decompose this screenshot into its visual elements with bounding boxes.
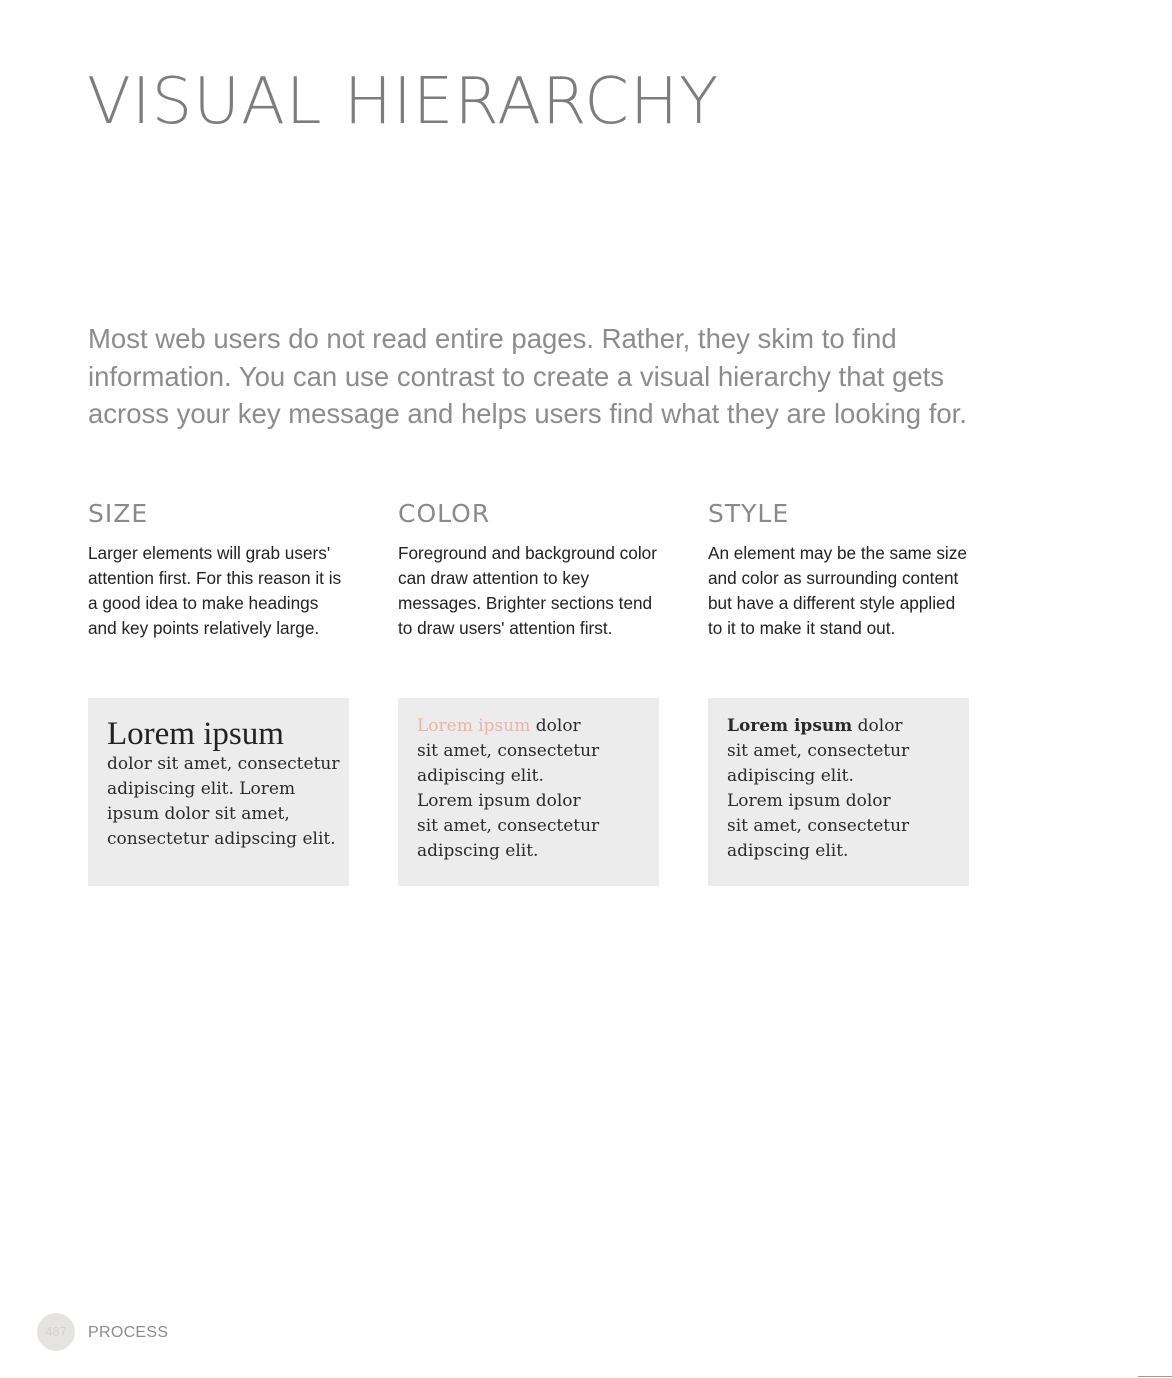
size-example-line: adipiscing elit. Lorem	[107, 779, 296, 799]
style-example-line: sit amet, consectetur	[727, 741, 910, 761]
size-example-line: consectetur adipscing elit.	[107, 829, 336, 849]
style-column	[708, 497, 970, 641]
size-example-line: dolor sit amet, consectetur	[107, 754, 340, 774]
color-example-line: adipiscing elit.	[417, 766, 544, 786]
color-example-first-line	[417, 714, 640, 739]
style-example-box	[708, 698, 969, 886]
color-example-first-rest: dolor	[530, 716, 581, 736]
page-number-badge: 487	[37, 1313, 75, 1351]
size-description: Larger elements will grab users' attention first. For this reason it is a good idea to make headings and key points relatively large.	[88, 543, 342, 638]
color-example-line: adipscing elit.	[417, 841, 539, 861]
size-example-line: ipsum dolor sit amet,	[107, 804, 290, 824]
intro-paragraph: Most web users do not read entire pages. Rather, they skim to find information. You can use contrast to create a visual hierarchy that gets across your key message and helps users find what they are looking for.	[88, 323, 967, 429]
style-example-line: adipscing elit.	[727, 841, 849, 861]
style-example-first-line	[727, 714, 950, 739]
style-heading: STYLE	[708, 499, 790, 528]
color-description: Foreground and background color can draw attention to key messages. Brighter sections tend to draw users' attention first.	[398, 543, 657, 638]
style-example-first-rest: dolor	[852, 716, 903, 736]
color-example-emphasis: Lorem ipsum	[417, 716, 531, 736]
color-example-box	[398, 698, 659, 886]
size-column	[88, 497, 350, 641]
color-example-line: sit amet, consectetur	[417, 816, 600, 836]
size-example-box	[88, 698, 349, 886]
size-heading: SIZE	[88, 499, 149, 528]
color-column	[398, 497, 660, 641]
size-example-emphasis: Lorem ipsum	[107, 716, 284, 752]
color-heading: COLOR	[398, 499, 491, 528]
corner-divider	[1138, 1376, 1172, 1377]
color-example-line: sit amet, consectetur	[417, 741, 600, 761]
style-example-emphasis: Lorem ipsum	[727, 716, 853, 736]
color-example-line: Lorem ipsum dolor	[417, 791, 581, 811]
style-example-line: Lorem ipsum dolor	[727, 791, 891, 811]
style-example-line: sit amet, consectetur	[727, 816, 910, 836]
style-description: An element may be the same size and color as surrounding content but have a different style applied to it to make it stand out.	[708, 543, 967, 638]
footer-section-label: PROCESS	[88, 1324, 169, 1341]
page-title: VISUAL HIERARCHY	[87, 65, 720, 139]
style-example-line: adipiscing elit.	[727, 766, 854, 786]
